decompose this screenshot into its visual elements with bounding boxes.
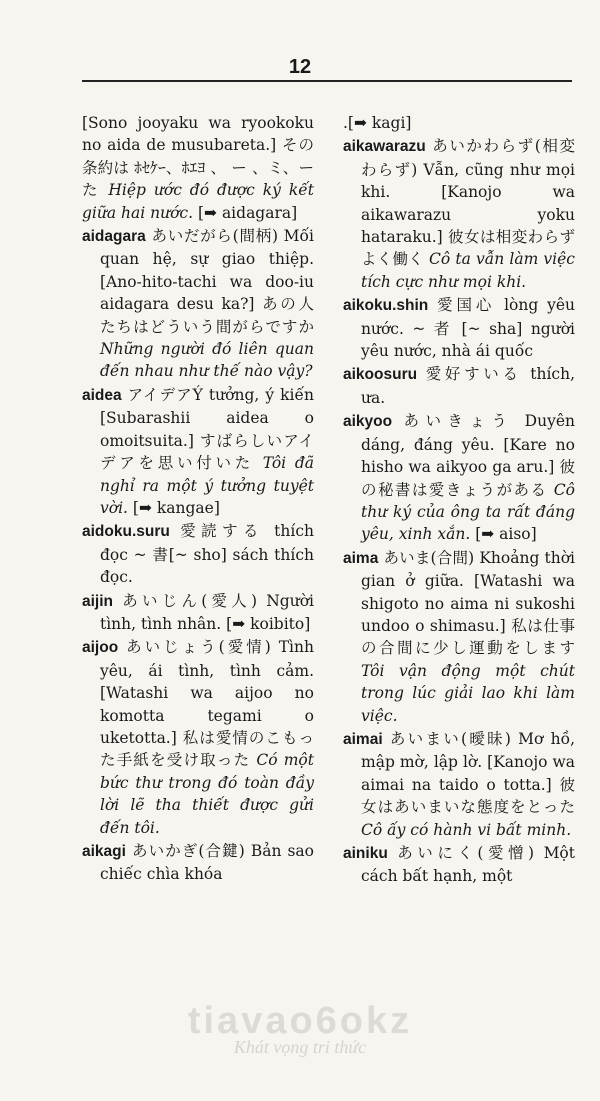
page-number: 12 [288, 56, 312, 78]
example-translation: Cô ta vẫn làm việc tích cực như mọi khi. [361, 250, 575, 291]
continuation-tail: .[➡ kagi] [343, 114, 412, 132]
entry [343, 363, 575, 409]
headword: aidoku.suru [82, 523, 170, 541]
left-continuation [82, 112, 314, 224]
headword: aijin [82, 592, 114, 610]
continuation-tail: [➡ aidagara] [197, 203, 298, 222]
right-continuation [343, 112, 575, 134]
entry [82, 840, 314, 886]
headword: aidea [82, 386, 122, 404]
definition: あいま(合間) Khoảng thời gian ở giữa. [Watashi wa shigoto no aima ni sukoshi undoo o shimasu.] 私は仕事の合間に少し運動をします [361, 548, 575, 658]
cross-reference: [➡ aiso] [475, 525, 537, 544]
definition: あいじん(愛人) Người tình, tình nhân. [100, 591, 314, 633]
example-translation: Tôi vận động một chút trong lúc giải lao khi làm việc. [361, 661, 575, 725]
entry [82, 384, 314, 519]
definition: あいきょう Duyên dáng, đáng yêu. [Kare no hisho wa aikyoo ga aru.] 彼の秘書は愛きょうがある [361, 412, 575, 499]
header-rule [82, 80, 572, 82]
definition: あいにく(愛憎) Một cách bất hạnh, một [361, 844, 575, 886]
entry [82, 520, 314, 588]
entry [343, 547, 575, 727]
example-translation: Tôi đã nghỉ ra một ý tưởng tuyệt vời. [100, 454, 314, 517]
headword: aikawarazu [343, 138, 426, 156]
headword: aima [343, 549, 379, 567]
entry [343, 294, 575, 362]
headword: aimai [343, 730, 383, 748]
continuation-text: [Sono jooyaku wa ryookoku no aida de musubareta.] その条約は ﾎｾｹｰ、ﾎｴﾖ 、 ー 、ミ、ーた [82, 114, 314, 200]
definition: あいだがら(間柄) Mối quan hệ, sự giao thiệp. [Ano-hito-tachi wa doo-iu aidagara desu ka?] あの人たちはどういう間がらですか [100, 227, 314, 336]
entry [343, 135, 575, 293]
headword: aikoku.shin [343, 297, 429, 315]
definition: 愛好すいる thích, ưa. [361, 365, 576, 407]
headword: aijoo [82, 639, 119, 657]
cross-reference: [➡ kangae] [132, 498, 220, 517]
example-translation: Có một bức thư trong đó toàn đầy lời lẽ tha thiết được gửi đến tôi. [100, 751, 314, 837]
right-column [343, 112, 575, 889]
watermark [0, 1000, 600, 1058]
cross-reference: [➡ koibito] [226, 614, 311, 633]
definition: あいまい(曖昧) Mơ hồ, mập mờ, lập lờ. [Kanojo wa aimai na taido o totta.] 彼女はあいまいな態度をとった [361, 729, 575, 817]
example-translation: Cô thư ký của ông ta rất đáng yêu, xinh xắn. [361, 480, 575, 544]
entry [82, 590, 314, 636]
headword: aikagi [82, 843, 126, 860]
definition: アイデアÝ tưởng, ý kiến [Subarashii aidea o omoitsuita.] すばらしいアイデアを思い付いた [100, 385, 314, 473]
example-translation: Cô ấy có hành vi bất minh. [361, 820, 572, 839]
continuation-vi: Hiệp ước đó được ký kết giữa hai nước. [82, 181, 314, 222]
definition: あいかぎ(合鍵) Bản sao chiếc chìa khóa [100, 842, 314, 884]
headword: aikoosuru [343, 366, 418, 384]
entry [343, 728, 575, 841]
entry [82, 225, 314, 383]
definition: 愛国心 lòng yêu nước. ~ 者 [~ sha] người yêu nước, nhà ái quốc [361, 296, 575, 361]
left-column [82, 112, 314, 887]
entry [343, 842, 575, 888]
watermark-brand: tiavao6okz [187, 1000, 413, 1042]
example-translation: Những người đó liên quan đến nhau như thế nào vậy? [100, 340, 314, 381]
headword: ainiku [343, 845, 388, 862]
definition: 愛読する thích đọc ~ 書[~ sho] sách thích đọc. [100, 522, 314, 587]
entry [343, 410, 575, 545]
headword: aidagara [82, 228, 146, 246]
headword: aikyoo [343, 413, 393, 431]
entry [82, 636, 314, 839]
definition: あいじょう(愛情) Tình yêu, ái tình, tình cảm. [Watashi wa aijoo no komotta tegami o uketotta.] 私は愛情のこもった手紙を受け取った [100, 638, 314, 770]
watermark-tagline: Khát vọng tri thức [233, 1037, 367, 1057]
definition: あいかわらず(相変わらず) Vẫn, cũng như mọi khi. [Kanojo wa aikawarazu yoku hataraku.] 彼女は相変わらずよく働く [361, 137, 575, 269]
